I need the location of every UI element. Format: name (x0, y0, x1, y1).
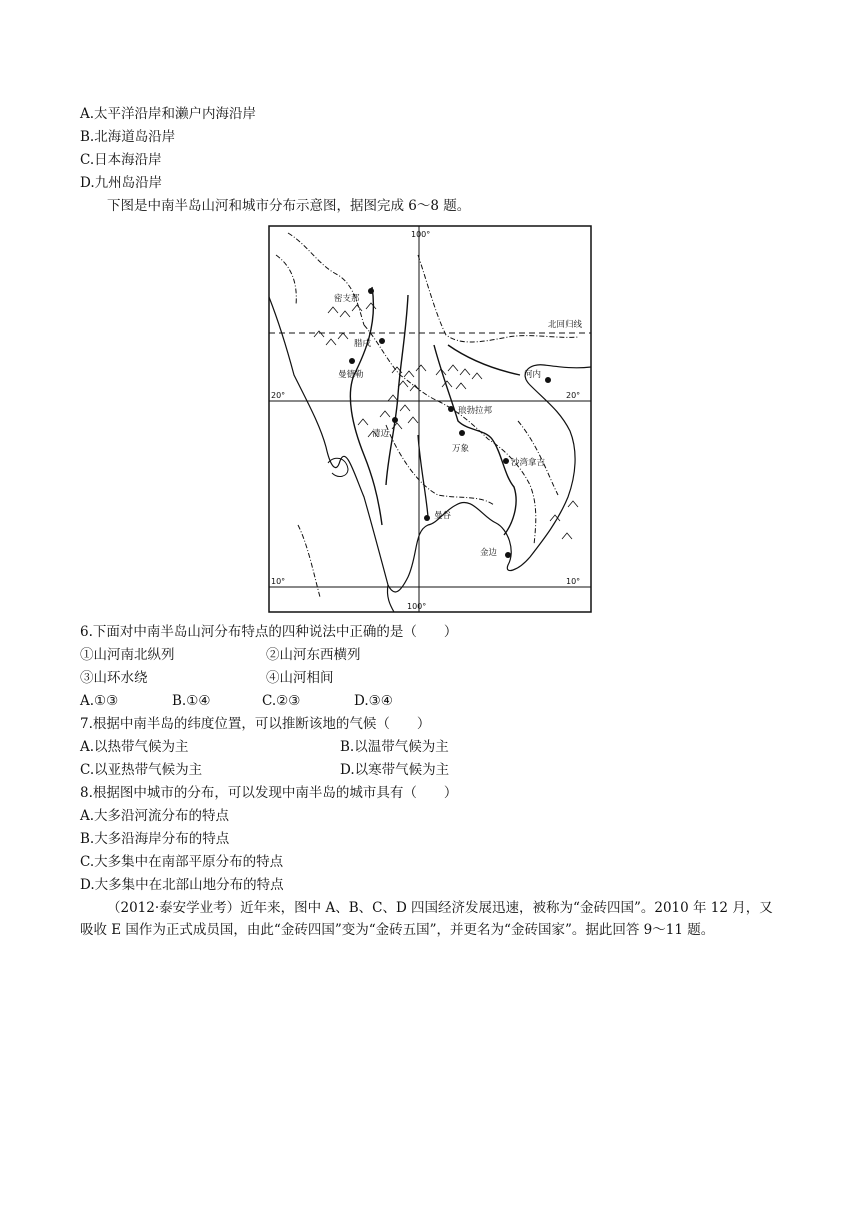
city-label-hanoi: 河内 (524, 370, 542, 380)
q6-stem: 6.下面对中南半岛山河分布特点的四种说法中正确的是（ ） (80, 624, 458, 640)
q6-statement-1: ①山河南北纵列 (80, 647, 175, 663)
city-label-myitkyina: 密支那 (334, 294, 360, 304)
map-frame (269, 226, 591, 612)
city-dot-chiang-mai (392, 417, 398, 423)
city-dot-mandalay (349, 358, 355, 364)
q7-option-d: D.以寒带气候为主 (340, 762, 450, 778)
prev-option-a: A.太平洋沿岸和濑户内海沿岸 (80, 106, 257, 122)
city-label-luang-prabang: 琅勃拉邦 (458, 406, 493, 416)
lat20-label-right: 20° (566, 391, 581, 400)
q7-option-c: C.以亚热带气候为主 (80, 762, 203, 778)
city-label-chiang-mai: 清迈 (372, 429, 390, 439)
city-label-bangkok: 曼谷 (434, 511, 452, 521)
city-dot-lashio (379, 338, 385, 344)
q8-stem: 8.根据图中城市的分布，可以发现中南半岛的城市具有（ ） (80, 785, 458, 801)
tropic-label: 北回归线 (548, 320, 583, 330)
q6-option-b: B.①④ (172, 693, 211, 709)
city-label-lashio: 腊戌 (354, 339, 372, 349)
indochina-map (268, 225, 592, 613)
city-dot-myitkyina (368, 288, 374, 294)
city-dot-phnom-penh (505, 552, 511, 558)
country-borders (276, 233, 581, 597)
meridian-label-top: 100° (411, 230, 431, 239)
lat10-label-right: 10° (566, 577, 581, 586)
bay-outline (328, 458, 348, 476)
city-label-phnom-penh: 金边 (480, 548, 498, 558)
q6-option-a: A.①③ (80, 693, 119, 709)
q8-option-c: C.大多集中在南部平原分布的特点 (80, 854, 284, 870)
city-label-vientiane: 万象 (452, 444, 470, 454)
intro-6-8: 下图是中南半岛山河和城市分布示意图，据图完成 6～8 题。 (107, 198, 471, 214)
q7-stem: 7.根据中南半岛的纬度位置，可以推断该地的气候（ ） (80, 716, 431, 732)
prev-option-b: B.北海道岛沿岸 (80, 129, 176, 145)
intro-9-11: （2012·泰安学业考）近年来，图中 A、B、C、D 四国经济发展迅速，被称为“金砖四国”。2010 年 12 月，又吸收 E 国作为正式成员国，由此“金砖四国”变为“金砖五国”，并更名为“金砖国家”。据此回答 9～11 题。 (80, 900, 773, 938)
city-dot-savannakhet (503, 458, 509, 464)
q7-option-b: B.以温带气候为主 (340, 739, 449, 755)
q8-option-d: D.大多集中在北部山地分布的特点 (80, 877, 284, 893)
q8-option-a: A.大多沿河流分布的特点 (80, 808, 230, 824)
q6-option-d: D.③④ (354, 693, 393, 709)
prev-option-c: C.日本海沿岸 (80, 152, 162, 168)
city-dot-hanoi (545, 377, 551, 383)
q6-statement-2: ②山河东西横列 (266, 647, 361, 663)
city-label-savannakhet: 沙湾拿吉 (511, 458, 546, 468)
city-dot-bangkok (424, 515, 430, 521)
q6-statement-3: ③山环水绕 (80, 670, 148, 686)
river-red (448, 345, 520, 375)
city-label-mandalay: 曼德勒 (338, 370, 364, 380)
lat20-label-left: 20° (271, 391, 286, 400)
q8-option-b: B.大多沿海岸分布的特点 (80, 831, 230, 847)
river-irrawaddy (350, 287, 382, 525)
city-dot-luang-prabang (448, 406, 454, 412)
city-dot-vientiane (459, 430, 465, 436)
q7-option-a: A.以热带气候为主 (80, 739, 189, 755)
q6-option-c: C.②③ (262, 693, 301, 709)
lat10-label-left: 10° (271, 577, 286, 586)
river-salween (386, 295, 408, 485)
coastline (269, 297, 591, 592)
meridian-label-bottom: 100° (407, 602, 427, 611)
q6-statement-4: ④山河相间 (266, 670, 334, 686)
prev-option-d: D.九州岛沿岸 (80, 175, 163, 191)
